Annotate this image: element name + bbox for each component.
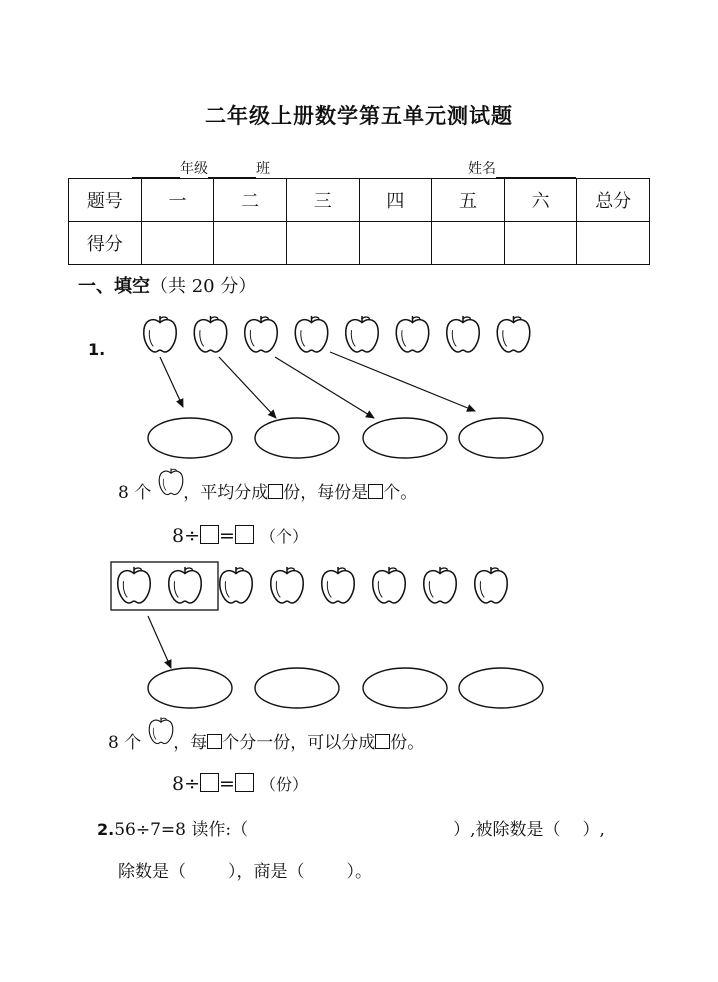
eq2-unit: （份） bbox=[259, 775, 308, 794]
arrow bbox=[275, 357, 374, 418]
apple-icon bbox=[475, 567, 507, 603]
q2-end: ）。 bbox=[346, 862, 372, 882]
apple-icon bbox=[424, 567, 456, 603]
answer-box[interactable] bbox=[235, 773, 254, 792]
eq2-dividend: 8÷ bbox=[172, 773, 201, 795]
group-oval bbox=[148, 668, 232, 708]
score-table bbox=[68, 178, 650, 265]
q1-sentence-1 bbox=[118, 478, 417, 503]
group-oval bbox=[459, 418, 543, 458]
score-input-cell[interactable] bbox=[286, 222, 359, 265]
eq1-equals: = bbox=[219, 525, 235, 547]
score-input-cell[interactable] bbox=[432, 222, 505, 265]
apple-icon bbox=[169, 567, 201, 603]
apple-icon bbox=[220, 567, 252, 603]
q1-s1-part-a: 8 个 bbox=[118, 483, 152, 503]
name-line bbox=[468, 158, 576, 178]
eq2-equals: = bbox=[219, 773, 235, 795]
apple-icon bbox=[346, 316, 378, 352]
question-2-line-2 bbox=[118, 857, 372, 882]
score-header-cell: 三 bbox=[286, 179, 359, 222]
apple-icon bbox=[118, 567, 150, 603]
q2-dividend-close: ）, bbox=[582, 820, 605, 840]
arrow bbox=[330, 352, 475, 411]
answer-box[interactable] bbox=[200, 773, 219, 792]
apple-icon bbox=[245, 316, 277, 352]
q1-equation-2 bbox=[172, 772, 308, 795]
answer-box[interactable] bbox=[268, 484, 283, 499]
apple-icon bbox=[322, 567, 354, 603]
answer-box[interactable] bbox=[368, 484, 383, 499]
q2-divisor-label: 除数是（ bbox=[118, 862, 186, 882]
apple-icon bbox=[295, 316, 327, 352]
answer-box[interactable] bbox=[235, 525, 254, 544]
name-label: 姓名 bbox=[468, 161, 496, 177]
answer-box[interactable] bbox=[200, 525, 219, 544]
section-1-points: （共 20 分） bbox=[150, 276, 257, 297]
answer-box[interactable] bbox=[375, 734, 390, 749]
eq1-unit: （个） bbox=[259, 527, 308, 546]
group-oval bbox=[363, 668, 447, 708]
grade-blank[interactable] bbox=[132, 162, 180, 178]
q1-s1-part-d: 个。 bbox=[383, 483, 418, 503]
q1-s2-part-a: 8 个 bbox=[108, 733, 142, 753]
arrow bbox=[219, 357, 276, 418]
score-input-cell[interactable] bbox=[577, 222, 650, 265]
q1-s1-part-b: ，平均分成 bbox=[183, 483, 269, 503]
apple-icon bbox=[396, 316, 428, 352]
q2-expression: 56÷7=8 bbox=[114, 820, 186, 840]
arrow bbox=[160, 357, 183, 407]
apple-icon bbox=[373, 567, 405, 603]
score-input-cell[interactable] bbox=[359, 222, 432, 265]
score-input-cell[interactable] bbox=[504, 222, 577, 265]
question-2-line-1 bbox=[97, 815, 605, 840]
grade-class-line bbox=[132, 158, 270, 178]
score-row-label: 得分 bbox=[69, 222, 142, 265]
section-1-name: 填空 bbox=[114, 276, 150, 297]
score-table-score-row bbox=[69, 222, 650, 265]
section-1-number: 一、 bbox=[78, 276, 114, 297]
group-oval bbox=[255, 418, 339, 458]
grade-label: 年级 bbox=[180, 161, 208, 177]
q1-s1-part-c: 份，每份是 bbox=[283, 483, 369, 503]
score-table-header-row bbox=[69, 179, 650, 222]
group-oval bbox=[363, 418, 447, 458]
score-header-cell: 题号 bbox=[69, 179, 142, 222]
question-2-number: 2. bbox=[97, 820, 115, 839]
q2-quotient-label: ），商是（ bbox=[228, 862, 305, 882]
score-header-cell: 二 bbox=[214, 179, 287, 222]
q1-equation-1 bbox=[172, 524, 308, 547]
score-header-cell: 一 bbox=[141, 179, 214, 222]
q2-read-close: ）,被除数是（ bbox=[453, 820, 561, 840]
score-input-cell[interactable] bbox=[214, 222, 287, 265]
name-blank[interactable] bbox=[496, 162, 576, 178]
class-label: 班 bbox=[256, 161, 270, 177]
score-header-cell: 五 bbox=[432, 179, 505, 222]
score-header-cell: 总分 bbox=[577, 179, 650, 222]
question-1-number: 1. bbox=[88, 340, 106, 359]
page-title: 二年级上册数学第五单元测试题 bbox=[205, 103, 513, 128]
apple-icon bbox=[144, 316, 176, 352]
apple-icon bbox=[497, 316, 529, 352]
q1-sentence-2 bbox=[108, 728, 424, 753]
grouping-box bbox=[111, 562, 218, 610]
section-1-heading bbox=[78, 272, 256, 298]
apple-icon bbox=[194, 316, 226, 352]
q1-s2-part-c: 个分一份，可以分成 bbox=[222, 733, 376, 753]
answer-box[interactable] bbox=[207, 734, 222, 749]
class-blank[interactable] bbox=[208, 162, 256, 178]
group-oval bbox=[459, 668, 543, 708]
group-oval bbox=[255, 668, 339, 708]
q1-s2-part-b: ，每 bbox=[173, 733, 208, 753]
group-oval bbox=[148, 418, 232, 458]
q2-read-label: 读作:（ bbox=[191, 820, 249, 840]
arrow bbox=[148, 616, 171, 668]
score-header-cell: 四 bbox=[359, 179, 432, 222]
eq1-dividend: 8÷ bbox=[172, 525, 201, 547]
apple-icon bbox=[447, 316, 479, 352]
q1-s2-part-d: 份。 bbox=[390, 733, 425, 753]
score-input-cell[interactable] bbox=[141, 222, 214, 265]
score-header-cell: 六 bbox=[504, 179, 577, 222]
apple-icon bbox=[271, 567, 303, 603]
